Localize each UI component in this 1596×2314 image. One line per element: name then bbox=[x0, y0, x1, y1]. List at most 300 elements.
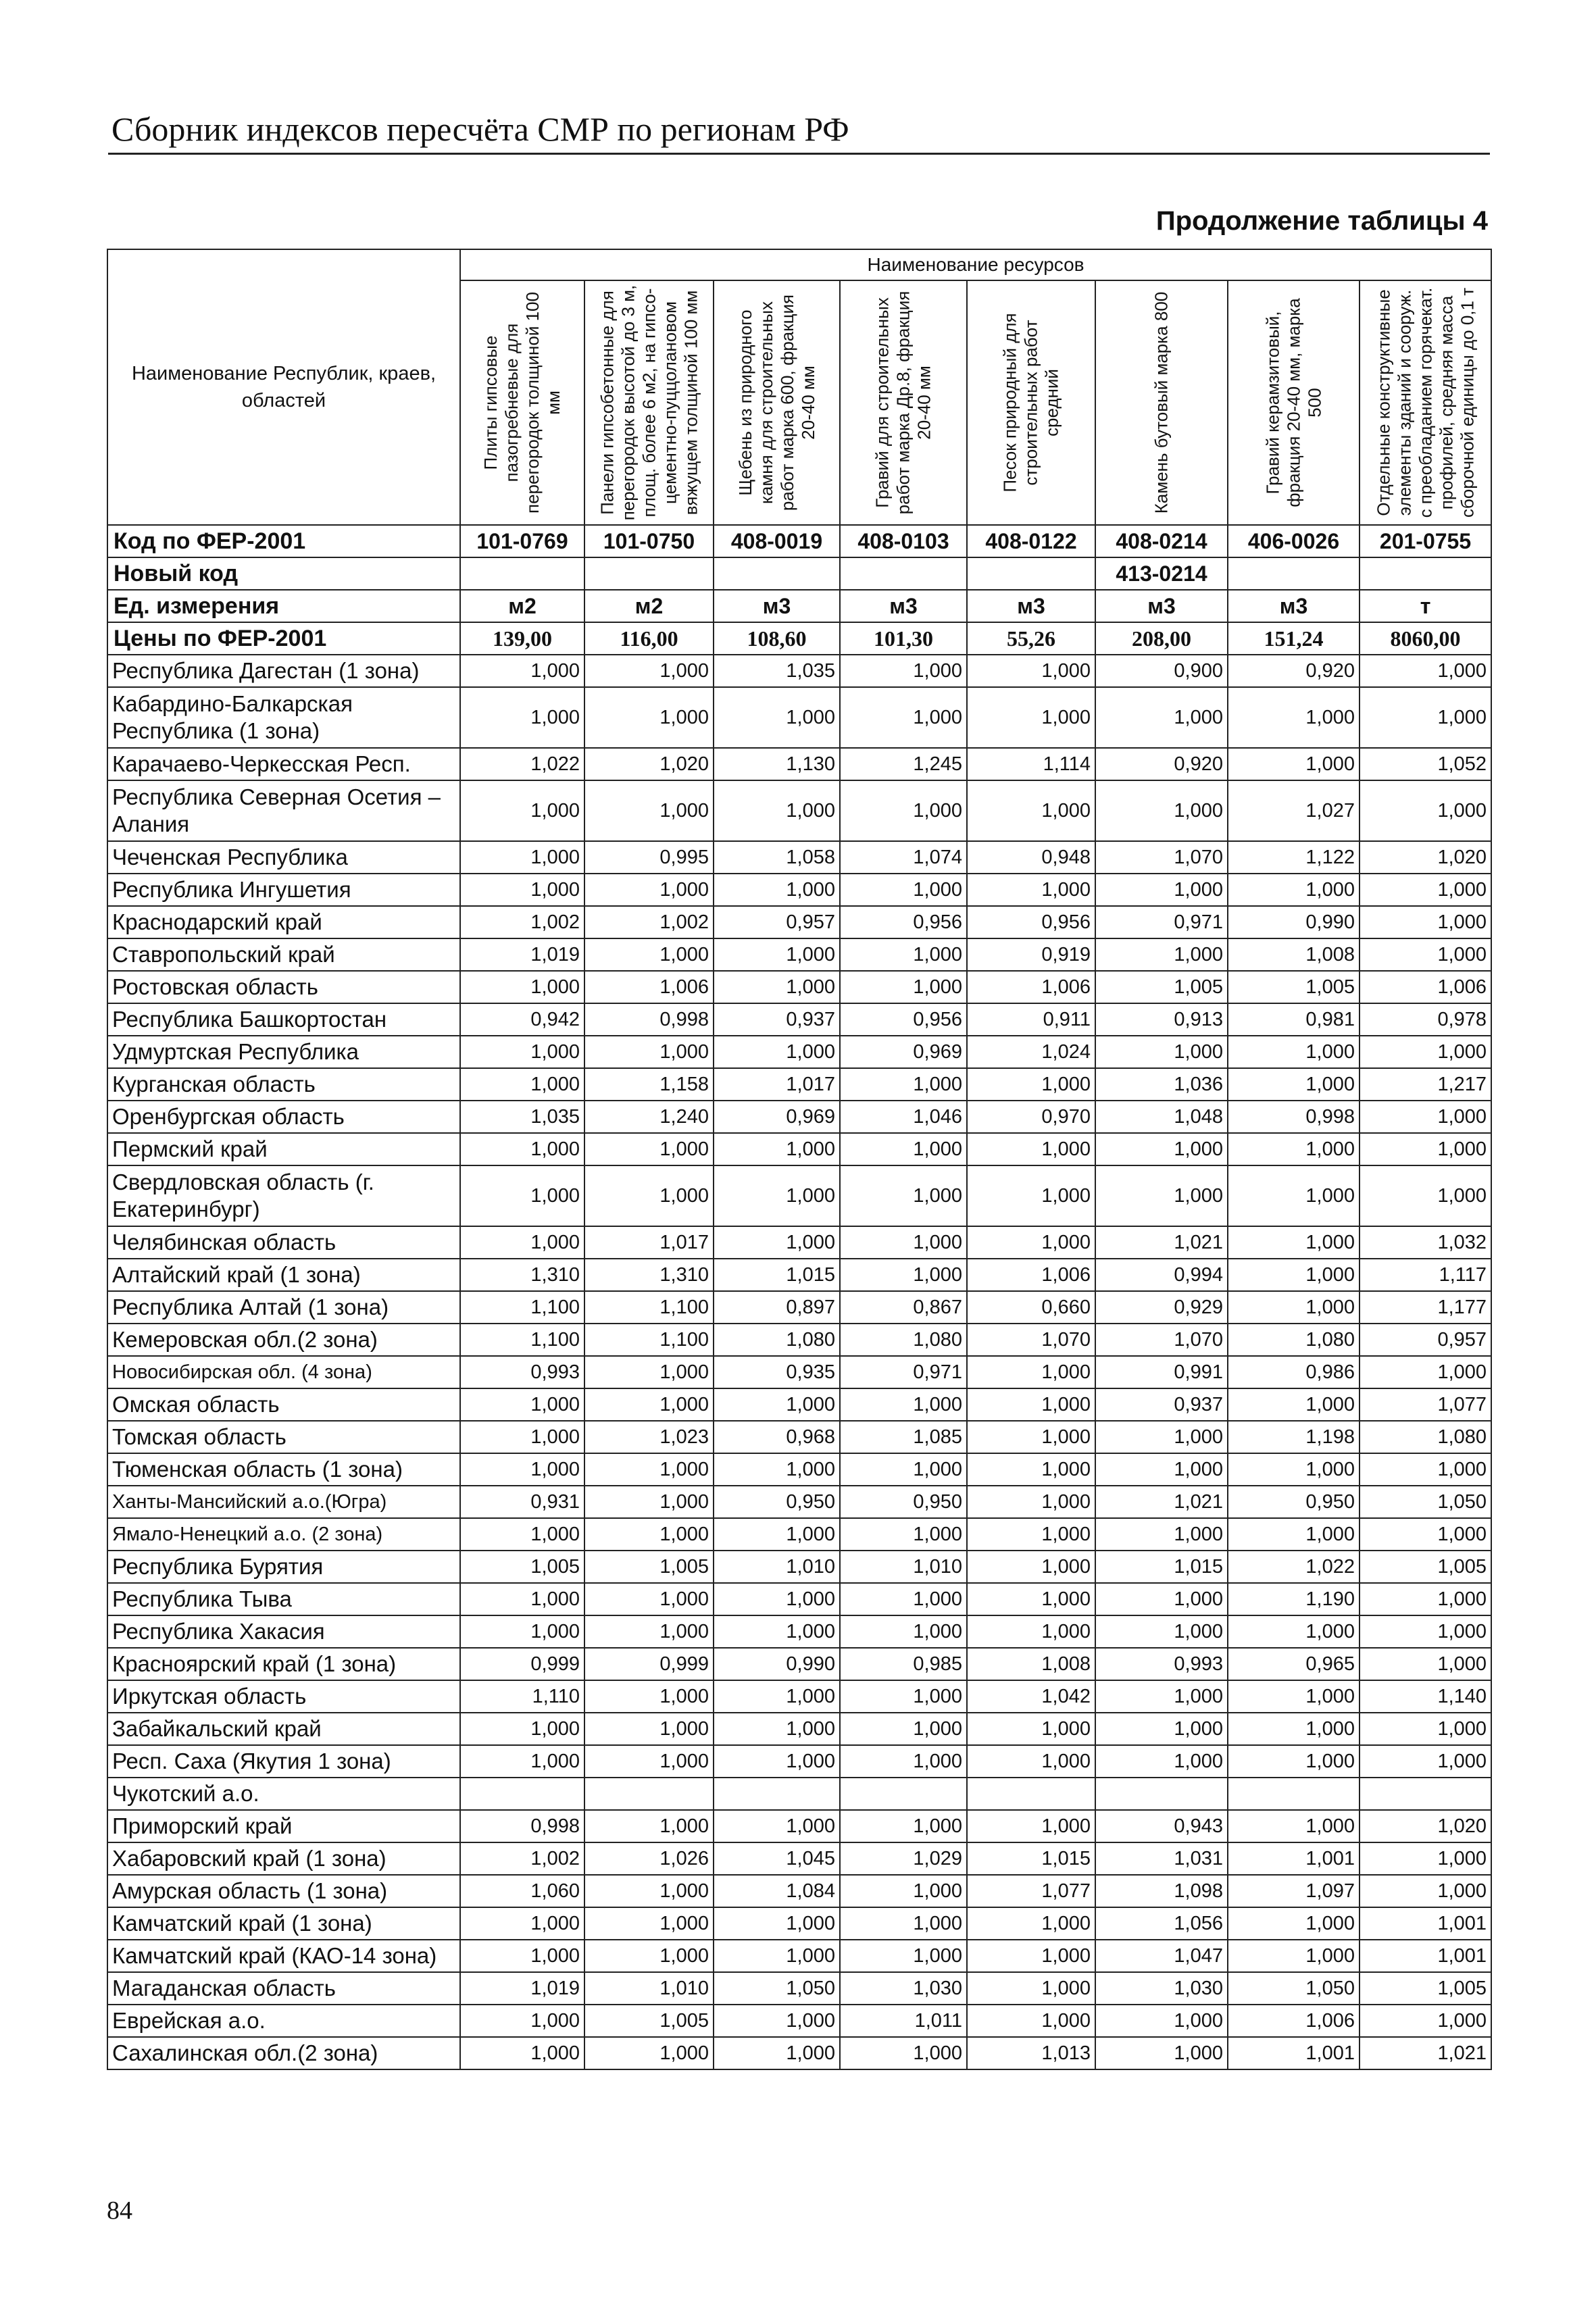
index-value-cell: 1,000 bbox=[584, 1036, 714, 1068]
region-name-cell: Республика Ингушетия bbox=[107, 874, 460, 906]
index-value-cell: 0,971 bbox=[840, 1356, 967, 1388]
index-value-cell: 0,978 bbox=[1360, 1003, 1491, 1036]
index-value-cell: 1,002 bbox=[460, 906, 584, 938]
index-value-cell: 1,000 bbox=[714, 1940, 840, 1972]
index-value-cell bbox=[460, 1778, 584, 1810]
index-value-cell: 1,000 bbox=[1228, 1453, 1360, 1486]
index-value-cell: 1,005 bbox=[584, 2005, 714, 2037]
index-value-cell: 1,001 bbox=[1360, 1907, 1491, 1940]
index-value-cell: 0,991 bbox=[1095, 1356, 1228, 1388]
index-value-cell: 0,950 bbox=[714, 1486, 840, 1518]
index-value-cell: 1,005 bbox=[1095, 971, 1228, 1003]
index-value-cell: 1,005 bbox=[1360, 1972, 1491, 2005]
region-name-cell: Приморский край bbox=[107, 1810, 460, 1842]
new-code-row-cell bbox=[460, 557, 584, 590]
table-row bbox=[107, 1486, 1491, 1518]
region-name-cell: Ханты-Мансийский а.о.(Югра) bbox=[107, 1486, 460, 1518]
index-value-cell: 1,000 bbox=[840, 780, 967, 841]
fer-code-row-cell: 201-0755 bbox=[1360, 525, 1491, 557]
index-value-cell: 1,017 bbox=[584, 1226, 714, 1259]
index-value-cell: 1,000 bbox=[967, 1453, 1095, 1486]
price-row-cell: 108,60 bbox=[714, 622, 840, 655]
index-value-cell: 1,002 bbox=[584, 906, 714, 938]
index-value-cell: 1,011 bbox=[840, 2005, 967, 2037]
page-number: 84 bbox=[107, 2196, 132, 2225]
index-value-cell: 1,000 bbox=[1095, 1713, 1228, 1745]
index-value-cell: 1,070 bbox=[1095, 841, 1228, 874]
index-value-cell: 1,000 bbox=[1095, 938, 1228, 971]
index-value-cell: 1,046 bbox=[840, 1101, 967, 1133]
index-value-cell: 1,000 bbox=[714, 1226, 840, 1259]
table-row bbox=[107, 1101, 1491, 1133]
price-row-cell: 8060,00 bbox=[1360, 622, 1491, 655]
index-value-cell: 0,993 bbox=[1095, 1648, 1228, 1680]
index-value-cell: 1,000 bbox=[1360, 1133, 1491, 1165]
index-value-cell: 1,217 bbox=[1360, 1068, 1491, 1101]
index-value-cell: 1,000 bbox=[584, 1713, 714, 1745]
index-value-cell: 1,000 bbox=[1228, 1226, 1360, 1259]
index-value-cell: 1,190 bbox=[1228, 1583, 1360, 1615]
index-value-cell: 1,100 bbox=[584, 1291, 714, 1324]
price-row-cell: 151,24 bbox=[1228, 622, 1360, 655]
index-value-cell: 1,000 bbox=[967, 1518, 1095, 1551]
index-value-cell: 1,000 bbox=[714, 1388, 840, 1421]
index-value-cell: 1,000 bbox=[584, 655, 714, 687]
table-row bbox=[107, 2037, 1491, 2069]
index-value-cell: 1,000 bbox=[1228, 1133, 1360, 1165]
fer-code-row bbox=[107, 525, 1491, 557]
resource-column-label: Панели гипсобетонные для перегородок высотой до 3 м, площ. более 6 м2, на гипсо-цементно-пуццолановом вяжущем толщиной 100 мм bbox=[597, 284, 701, 521]
index-value-cell: 1,158 bbox=[584, 1068, 714, 1101]
table-row bbox=[107, 1907, 1491, 1940]
index-value-cell: 1,000 bbox=[1228, 1615, 1360, 1648]
index-value-cell: 1,070 bbox=[967, 1324, 1095, 1356]
index-value-cell bbox=[967, 1778, 1095, 1810]
table-row bbox=[107, 1615, 1491, 1648]
index-value-cell: 1,026 bbox=[584, 1842, 714, 1875]
index-value-cell: 1,000 bbox=[714, 1907, 840, 1940]
table-row bbox=[107, 1778, 1491, 1810]
index-value-cell: 1,000 bbox=[967, 1356, 1095, 1388]
region-name-cell: Удмуртская Республика bbox=[107, 1036, 460, 1068]
index-value-cell: 1,000 bbox=[840, 1940, 967, 1972]
region-name-cell: Камчатский край (КАО-14 зона) bbox=[107, 1940, 460, 1972]
index-value-cell: 0,937 bbox=[714, 1003, 840, 1036]
index-value-cell: 0,937 bbox=[1095, 1388, 1228, 1421]
region-name-cell: Ставропольский край bbox=[107, 938, 460, 971]
index-value-cell: 1,005 bbox=[584, 1551, 714, 1583]
index-value-cell: 1,027 bbox=[1228, 780, 1360, 841]
index-value-cell: 1,000 bbox=[1228, 1291, 1360, 1324]
index-value-cell: 1,000 bbox=[1228, 748, 1360, 780]
resource-column-header bbox=[1228, 280, 1360, 525]
unit-row-cell: м3 bbox=[967, 590, 1095, 622]
region-name-cell: Красноярский край (1 зона) bbox=[107, 1648, 460, 1680]
index-value-cell: 1,000 bbox=[840, 1615, 967, 1648]
index-value-cell: 1,000 bbox=[1360, 1648, 1491, 1680]
index-value-cell: 1,000 bbox=[1228, 1713, 1360, 1745]
index-value-cell: 0,943 bbox=[1095, 1810, 1228, 1842]
region-name-cell: Еврейская а.о. bbox=[107, 2005, 460, 2037]
index-value-cell: 1,100 bbox=[460, 1291, 584, 1324]
index-value-cell: 1,000 bbox=[1095, 874, 1228, 906]
index-value-cell: 0,993 bbox=[460, 1356, 584, 1388]
resource-column-label: Плиты гипсовые пазогребневые для перегородок толщиной 100 мм bbox=[480, 292, 564, 513]
index-value-cell: 1,117 bbox=[1360, 1259, 1491, 1291]
index-value-cell: 1,035 bbox=[714, 655, 840, 687]
index-value-cell: 1,077 bbox=[1360, 1388, 1491, 1421]
index-value-cell: 1,000 bbox=[714, 2005, 840, 2037]
index-value-cell: 1,000 bbox=[584, 874, 714, 906]
unit-row-cell: м2 bbox=[584, 590, 714, 622]
index-value-cell: 1,000 bbox=[1360, 780, 1491, 841]
index-value-cell: 1,080 bbox=[1360, 1421, 1491, 1453]
index-value-cell: 1,000 bbox=[1095, 1453, 1228, 1486]
index-value-cell: 1,006 bbox=[584, 971, 714, 1003]
index-value-cell: 1,000 bbox=[714, 1133, 840, 1165]
index-value-cell: 1,000 bbox=[967, 1421, 1095, 1453]
index-value-cell: 1,000 bbox=[1228, 1810, 1360, 1842]
region-name-cell: Камчатский край (1 зона) bbox=[107, 1907, 460, 1940]
index-value-cell: 1,000 bbox=[1360, 906, 1491, 938]
index-value-cell: 1,000 bbox=[967, 1226, 1095, 1259]
new-code-row-cell bbox=[1360, 557, 1491, 590]
index-value-cell bbox=[714, 1778, 840, 1810]
table-row bbox=[107, 906, 1491, 938]
fer-code-row-label: Код по ФЕР-2001 bbox=[107, 525, 460, 557]
index-value-cell: 1,000 bbox=[584, 1940, 714, 1972]
index-value-cell: 1,000 bbox=[714, 1680, 840, 1713]
index-value-cell: 1,058 bbox=[714, 841, 840, 874]
table-row bbox=[107, 687, 1491, 748]
index-value-cell: 1,000 bbox=[1360, 1453, 1491, 1486]
index-value-cell: 1,000 bbox=[1095, 1745, 1228, 1778]
unit-row-cell: м3 bbox=[1228, 590, 1360, 622]
index-value-cell: 1,070 bbox=[1095, 1324, 1228, 1356]
table-row bbox=[107, 1713, 1491, 1745]
index-value-cell: 1,000 bbox=[967, 1068, 1095, 1101]
index-value-cell: 1,000 bbox=[714, 687, 840, 748]
index-value-cell: 0,897 bbox=[714, 1291, 840, 1324]
index-value-cell: 1,000 bbox=[584, 1133, 714, 1165]
index-value-cell: 1,000 bbox=[1360, 1356, 1491, 1388]
index-value-cell: 1,000 bbox=[840, 1745, 967, 1778]
index-value-cell: 1,080 bbox=[714, 1324, 840, 1356]
index-value-cell: 1,022 bbox=[460, 748, 584, 780]
table-row bbox=[107, 971, 1491, 1003]
resources-group-header: Наименование ресурсов bbox=[460, 249, 1491, 280]
index-value-cell: 1,000 bbox=[1228, 1907, 1360, 1940]
index-value-cell: 1,100 bbox=[460, 1324, 584, 1356]
index-value-cell: 0,969 bbox=[714, 1101, 840, 1133]
table-row bbox=[107, 780, 1491, 841]
index-value-cell: 1,177 bbox=[1360, 1291, 1491, 1324]
index-value-cell: 0,956 bbox=[840, 906, 967, 938]
index-value-cell: 1,000 bbox=[967, 1388, 1095, 1421]
index-value-cell: 1,000 bbox=[1095, 1518, 1228, 1551]
index-value-cell: 1,000 bbox=[460, 1745, 584, 1778]
index-value-cell: 0,999 bbox=[460, 1648, 584, 1680]
region-name-cell: Карачаево-Черкесская Респ. bbox=[107, 748, 460, 780]
resource-column-header bbox=[460, 280, 584, 525]
index-value-cell: 1,052 bbox=[1360, 748, 1491, 780]
table-row bbox=[107, 1165, 1491, 1226]
region-name-cell: Кабардино-Балкарская Республика (1 зона) bbox=[107, 687, 460, 748]
index-value-cell: 1,000 bbox=[584, 1518, 714, 1551]
index-value-cell: 1,021 bbox=[1360, 2037, 1491, 2069]
index-value-cell: 1,000 bbox=[840, 1713, 967, 1745]
index-value-cell: 1,000 bbox=[840, 655, 967, 687]
index-value-cell: 1,000 bbox=[967, 1745, 1095, 1778]
region-name-cell: Тюменская область (1 зона) bbox=[107, 1453, 460, 1486]
index-value-cell: 1,006 bbox=[967, 971, 1095, 1003]
index-value-cell: 1,000 bbox=[1228, 874, 1360, 906]
index-value-cell: 1,000 bbox=[967, 1486, 1095, 1518]
new-code-row-cell bbox=[1228, 557, 1360, 590]
index-value-cell: 1,000 bbox=[1095, 1615, 1228, 1648]
index-value-cell: 1,000 bbox=[714, 1453, 840, 1486]
index-value-cell: 0,956 bbox=[967, 906, 1095, 938]
region-name-cell: Омская область bbox=[107, 1388, 460, 1421]
price-row-cell: 208,00 bbox=[1095, 622, 1228, 655]
index-value-cell: 1,020 bbox=[584, 748, 714, 780]
index-value-cell: 1,000 bbox=[584, 1486, 714, 1518]
index-value-cell: 1,000 bbox=[1095, 1421, 1228, 1453]
price-row-cell: 139,00 bbox=[460, 622, 584, 655]
index-value-cell: 1,000 bbox=[967, 687, 1095, 748]
region-name-cell: Ростовская область bbox=[107, 971, 460, 1003]
index-value-cell: 0,995 bbox=[584, 841, 714, 874]
region-name-cell: Республика Башкортостан bbox=[107, 1003, 460, 1036]
index-value-cell: 1,010 bbox=[840, 1551, 967, 1583]
index-value-cell: 1,000 bbox=[584, 2037, 714, 2069]
price-row-cell: 116,00 bbox=[584, 622, 714, 655]
index-value-cell: 1,000 bbox=[460, 1036, 584, 1068]
index-value-cell: 1,000 bbox=[460, 1518, 584, 1551]
index-value-cell: 1,000 bbox=[1228, 1036, 1360, 1068]
index-value-cell: 1,198 bbox=[1228, 1421, 1360, 1453]
index-value-cell: 1,000 bbox=[1360, 1518, 1491, 1551]
table-row bbox=[107, 1421, 1491, 1453]
index-value-cell: 0,998 bbox=[584, 1003, 714, 1036]
index-value-cell: 1,005 bbox=[460, 1551, 584, 1583]
resource-column-header bbox=[1095, 280, 1228, 525]
coefficients-table bbox=[107, 249, 1492, 2070]
index-value-cell: 1,000 bbox=[1228, 1940, 1360, 1972]
index-value-cell: 1,020 bbox=[1360, 1810, 1491, 1842]
resource-column-label: Песок природный для строительных работ средний bbox=[999, 313, 1062, 493]
index-value-cell: 1,000 bbox=[1360, 1165, 1491, 1226]
index-value-cell: 1,000 bbox=[967, 1165, 1095, 1226]
index-value-cell: 1,080 bbox=[840, 1324, 967, 1356]
index-value-cell: 1,000 bbox=[1360, 1842, 1491, 1875]
table-row bbox=[107, 1291, 1491, 1324]
index-value-cell: 1,000 bbox=[840, 1875, 967, 1907]
resource-column-header bbox=[714, 280, 840, 525]
region-name-cell: Томская область bbox=[107, 1421, 460, 1453]
resource-column-label: Отдельные конструктивные элементы зданий и сооруж. с преобладанием горячекат. профилей, средняя масса сборочной единицы до 0,1 т bbox=[1373, 287, 1478, 518]
index-value-cell: 1,000 bbox=[967, 1972, 1095, 2005]
index-value-cell: 1,000 bbox=[840, 1583, 967, 1615]
resource-column-label: Гравий керамзитовый, фракция 20-40 мм, марка 500 bbox=[1262, 298, 1324, 507]
index-value-cell: 1,015 bbox=[967, 1842, 1095, 1875]
index-value-cell: 1,000 bbox=[584, 1165, 714, 1226]
index-value-cell: 1,000 bbox=[1095, 1036, 1228, 1068]
price-row bbox=[107, 622, 1491, 655]
index-value-cell: 1,000 bbox=[1228, 1745, 1360, 1778]
index-value-cell: 1,000 bbox=[714, 874, 840, 906]
index-value-cell: 1,000 bbox=[1228, 1518, 1360, 1551]
index-value-cell: 1,000 bbox=[1228, 1259, 1360, 1291]
page-header-title: Сборник индексов пересчёта СМР по регионам РФ bbox=[111, 110, 849, 148]
index-value-cell: 1,005 bbox=[1360, 1551, 1491, 1583]
index-value-cell: 1,000 bbox=[840, 1907, 967, 1940]
index-value-cell: 1,098 bbox=[1095, 1875, 1228, 1907]
region-name-header: Наименование Республик, краев, областей bbox=[107, 249, 460, 525]
index-value-cell: 1,000 bbox=[967, 1907, 1095, 1940]
index-value-cell: 1,017 bbox=[714, 1068, 840, 1101]
index-value-cell: 1,000 bbox=[1228, 1165, 1360, 1226]
index-value-cell: 1,021 bbox=[1095, 1486, 1228, 1518]
index-value-cell: 1,000 bbox=[1095, 2037, 1228, 2069]
resource-column-header bbox=[840, 280, 967, 525]
index-value-cell: 1,000 bbox=[584, 1453, 714, 1486]
region-name-cell: Респ. Саха (Якутия 1 зона) bbox=[107, 1745, 460, 1778]
region-name-cell: Краснодарский край bbox=[107, 906, 460, 938]
index-value-cell: 1,000 bbox=[460, 2037, 584, 2069]
index-value-cell: 1,000 bbox=[460, 655, 584, 687]
index-value-cell: 1,000 bbox=[460, 971, 584, 1003]
region-name-cell: Хабаровский край (1 зона) bbox=[107, 1842, 460, 1875]
table-row bbox=[107, 1068, 1491, 1101]
index-value-cell: 1,000 bbox=[967, 1713, 1095, 1745]
new-code-row-cell bbox=[714, 557, 840, 590]
index-value-cell: 1,000 bbox=[460, 1068, 584, 1101]
index-value-cell: 0,929 bbox=[1095, 1291, 1228, 1324]
index-value-cell: 0,913 bbox=[1095, 1003, 1228, 1036]
resource-column-header bbox=[967, 280, 1095, 525]
index-value-cell: 0,998 bbox=[460, 1810, 584, 1842]
index-value-cell: 1,000 bbox=[1360, 1036, 1491, 1068]
region-name-cell: Иркутская область bbox=[107, 1680, 460, 1713]
index-value-cell: 1,000 bbox=[1360, 687, 1491, 748]
index-value-cell: 1,310 bbox=[460, 1259, 584, 1291]
index-value-cell: 1,000 bbox=[460, 1940, 584, 1972]
region-name-cell: Республика Дагестан (1 зона) bbox=[107, 655, 460, 687]
index-value-cell: 1,000 bbox=[840, 1680, 967, 1713]
index-value-cell: 1,020 bbox=[1360, 841, 1491, 874]
index-value-cell: 1,080 bbox=[1228, 1324, 1360, 1356]
index-value-cell: 1,001 bbox=[1360, 1940, 1491, 1972]
index-value-cell: 1,000 bbox=[460, 874, 584, 906]
index-value-cell: 1,000 bbox=[584, 1388, 714, 1421]
index-value-cell: 1,000 bbox=[584, 938, 714, 971]
index-value-cell: 0,867 bbox=[840, 1291, 967, 1324]
index-value-cell: 1,000 bbox=[840, 938, 967, 971]
index-value-cell: 1,084 bbox=[714, 1875, 840, 1907]
index-value-cell bbox=[584, 1778, 714, 1810]
index-value-cell: 1,000 bbox=[1095, 2005, 1228, 2037]
index-value-cell: 0,935 bbox=[714, 1356, 840, 1388]
table-row bbox=[107, 1680, 1491, 1713]
region-name-cell: Алтайский край (1 зона) bbox=[107, 1259, 460, 1291]
table-row bbox=[107, 874, 1491, 906]
index-value-cell: 0,965 bbox=[1228, 1648, 1360, 1680]
index-value-cell: 1,000 bbox=[460, 1907, 584, 1940]
index-value-cell: 1,000 bbox=[967, 1615, 1095, 1648]
index-value-cell: 1,031 bbox=[1095, 1842, 1228, 1875]
index-value-cell: 0,950 bbox=[840, 1486, 967, 1518]
index-value-cell: 1,000 bbox=[967, 655, 1095, 687]
index-value-cell: 1,000 bbox=[840, 971, 967, 1003]
index-value-cell: 0,990 bbox=[1228, 906, 1360, 938]
index-value-cell: 1,000 bbox=[714, 1165, 840, 1226]
index-value-cell: 1,015 bbox=[1095, 1551, 1228, 1583]
index-value-cell: 1,000 bbox=[840, 1810, 967, 1842]
fer-code-row-cell: 101-0750 bbox=[584, 525, 714, 557]
index-value-cell: 1,000 bbox=[714, 780, 840, 841]
index-value-cell: 1,000 bbox=[460, 1615, 584, 1648]
region-name-cell: Забайкальский край bbox=[107, 1713, 460, 1745]
index-value-cell: 1,000 bbox=[1360, 1713, 1491, 1745]
index-value-cell: 1,000 bbox=[840, 687, 967, 748]
index-value-cell: 1,000 bbox=[460, 1583, 584, 1615]
table-body bbox=[107, 525, 1491, 2069]
table-row bbox=[107, 1259, 1491, 1291]
index-value-cell: 1,000 bbox=[1360, 1101, 1491, 1133]
index-value-cell: 1,000 bbox=[714, 1518, 840, 1551]
table-row bbox=[107, 655, 1491, 687]
index-value-cell: 0,981 bbox=[1228, 1003, 1360, 1036]
index-value-cell: 1,050 bbox=[1360, 1486, 1491, 1518]
table-row bbox=[107, 1583, 1491, 1615]
index-value-cell: 1,000 bbox=[584, 1615, 714, 1648]
index-value-cell: 1,000 bbox=[584, 1907, 714, 1940]
index-value-cell: 0,660 bbox=[967, 1291, 1095, 1324]
index-value-cell: 1,005 bbox=[1228, 971, 1360, 1003]
fer-code-row-cell: 408-0214 bbox=[1095, 525, 1228, 557]
index-value-cell: 1,000 bbox=[1228, 1068, 1360, 1101]
index-value-cell: 1,006 bbox=[1360, 971, 1491, 1003]
index-value-cell: 1,050 bbox=[714, 1972, 840, 2005]
index-value-cell: 1,000 bbox=[1360, 938, 1491, 971]
region-name-cell: Ямало-Ненецкий а.о. (2 зона) bbox=[107, 1518, 460, 1551]
index-value-cell: 1,035 bbox=[460, 1101, 584, 1133]
region-name-cell: Чеченская Республика bbox=[107, 841, 460, 874]
table-row bbox=[107, 1453, 1491, 1486]
region-name-cell: Сахалинская обл.(2 зона) bbox=[107, 2037, 460, 2069]
index-value-cell: 0,968 bbox=[714, 1421, 840, 1453]
index-value-cell: 1,036 bbox=[1095, 1068, 1228, 1101]
index-value-cell: 1,077 bbox=[967, 1875, 1095, 1907]
index-value-cell: 0,957 bbox=[714, 906, 840, 938]
region-name-cell: Челябинская область bbox=[107, 1226, 460, 1259]
index-value-cell: 1,100 bbox=[584, 1324, 714, 1356]
table-row bbox=[107, 1133, 1491, 1165]
index-value-cell: 1,000 bbox=[1095, 687, 1228, 748]
table-row bbox=[107, 1842, 1491, 1875]
index-value-cell: 1,000 bbox=[584, 1810, 714, 1842]
index-value-cell: 1,010 bbox=[714, 1551, 840, 1583]
index-value-cell: 1,000 bbox=[1095, 1133, 1228, 1165]
index-value-cell: 1,000 bbox=[584, 1680, 714, 1713]
index-value-cell: 0,994 bbox=[1095, 1259, 1228, 1291]
region-name-cell: Кемеровская обл.(2 зона) bbox=[107, 1324, 460, 1356]
table-row bbox=[107, 938, 1491, 971]
index-value-cell: 1,023 bbox=[584, 1421, 714, 1453]
index-value-cell: 1,022 bbox=[1228, 1551, 1360, 1583]
index-value-cell: 1,000 bbox=[1360, 1875, 1491, 1907]
